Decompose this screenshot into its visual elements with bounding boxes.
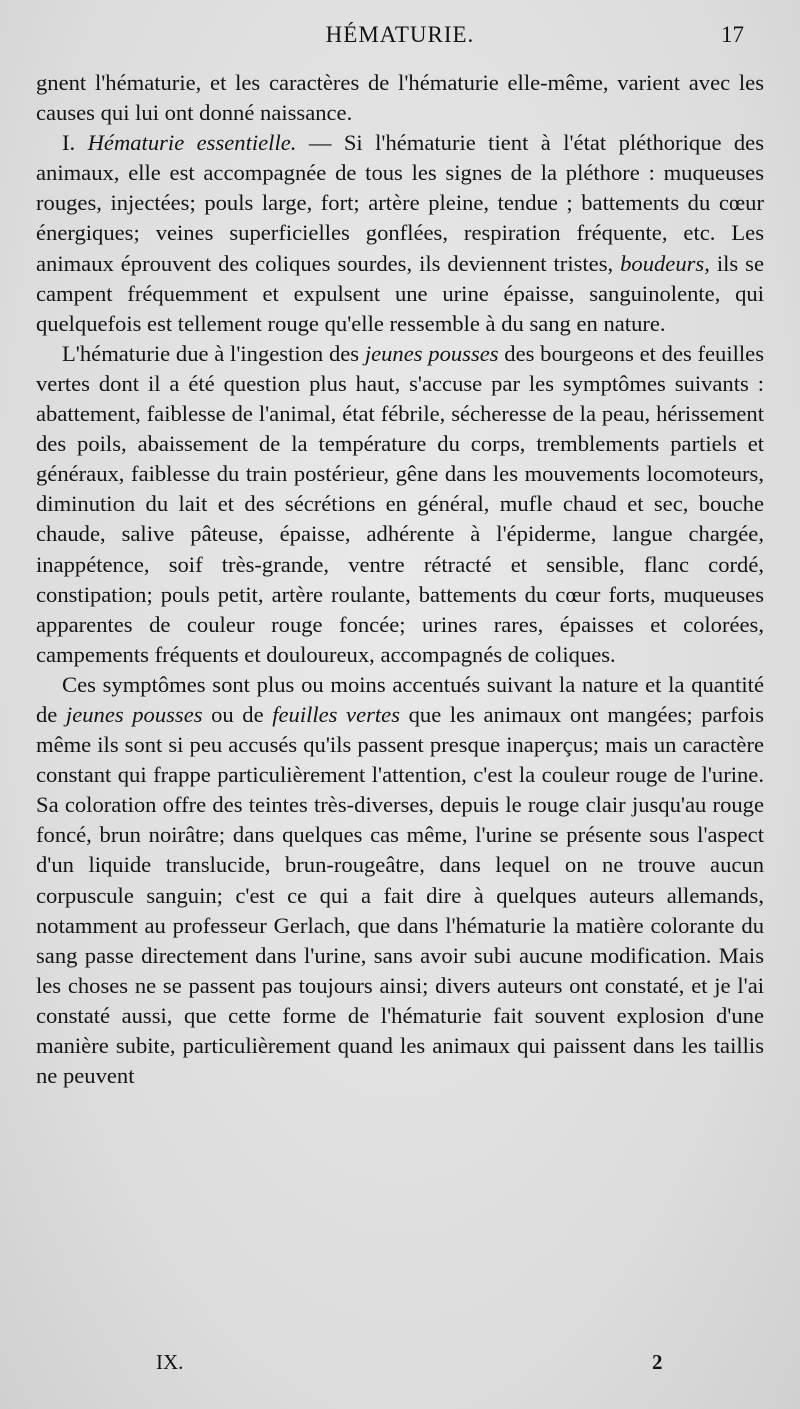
italic-term: jeunes pousses xyxy=(364,340,499,366)
page-footer xyxy=(0,1350,800,1380)
page-header xyxy=(0,22,800,56)
italic-term: jeunes pousses xyxy=(65,701,203,727)
paragraph xyxy=(36,68,764,128)
text-run: — Si l'hématurie tient à l'état pléthorique des animaux, elle est accompagnée de tous les signes de la pléthore : muqueuses rouges, injectées; pouls large, fort; artère pleine, tendue ; battements du cœur énergiques; veines superficielles gonflées, respiration fréquente, etc. Les animaux éprouvent des coliques sourdes, ils deviennent tristes, xyxy=(36,130,765,276)
text-run: ou de xyxy=(202,701,273,727)
text-run: gnent l'hématurie, et les caractères de l'hématurie elle-même, varient avec les causes qui lui ont donné naissance. xyxy=(36,70,764,126)
running-title: HÉMATURIE. xyxy=(325,22,475,47)
text-run: Ces symptômes sont plus ou moins accentués suivant la nature et la quantité de xyxy=(36,671,764,727)
text-run: des bourgeons et des feuilles vertes dont il a été question plus haut, s'accuse par les symptômes suivants : abattement, faiblesse de l'animal, état fébrile, sécheresse de la peau, hérissement des poils, abaissement de la température du corps, tremblements partiels et généraux, faiblesse du train postérieur, gêne dans les mouvements locomoteurs, diminution du lait et des sécrétions en général, mufle chaud et sec, bouche chaude, salive pâteuse, épaisse, adhérente à l'épiderme, langue chargée, inappétence, soif très-grande, ventre rétracté et sensible, flanc cordé, constipation; pouls petit, artère roulante, battements du cœur forts, muqueuses apparentes de couleur rouge foncée; urines rares, épaisses et colorées, campements fréquents et douloureux, accompagnés de coliques. xyxy=(36,340,764,667)
italic-term: Hématurie essentielle. xyxy=(87,130,297,156)
paragraph xyxy=(36,339,764,670)
body-text xyxy=(36,68,764,1091)
text-run: , ils se campent fréquemment et expulsent une urine épaisse, sanguinolente, qui quelquefois est tellement rouge qu'elle ressemble à du sang en nature. xyxy=(36,250,764,336)
volume-mark: IX. xyxy=(156,1350,184,1374)
italic-term: boudeurs xyxy=(620,250,705,276)
text-run: L'hématurie due à l'ingestion des xyxy=(62,340,365,366)
paragraph xyxy=(36,670,764,1091)
italic-term: feuilles vertes xyxy=(272,701,401,727)
text-run: que les animaux ont mangées; parfois même ils sont si peu accusés qu'ils passent presque inaperçus; mais un caractère constant qui frappe particulièrement l'attention, c'est la couleur rouge de l'urine. Sa coloration offre des teintes très-diverses, depuis le rouge clair jusqu'au rouge foncé, brun noirâtre; dans quelques cas même, l'urine se présente sous l'aspect d'un liquide translucide, brun-rougeâtre, dans lequel on ne trouve aucun corpuscule sanguin; c'est ce qui a fait dire à quelques auteurs allemands, notamment au professeur Gerlach, que dans l'hématurie la matière colorante du sang passe directement dans l'urine, sans avoir subi aucune modification. Mais les choses ne se passent pas toujours ainsi; divers auteurs ont constaté, et je l'ai constaté aussi, que cette forme de l'hématurie fait souvent explosion d'une manière subite, particulièrement quand les animaux qui paissent dans les taillis ne peuvent xyxy=(36,701,764,1089)
page-number: 17 xyxy=(721,22,744,47)
text-run: I. xyxy=(62,130,88,156)
paragraph xyxy=(36,128,764,339)
signature-mark: 2 xyxy=(652,1350,663,1374)
